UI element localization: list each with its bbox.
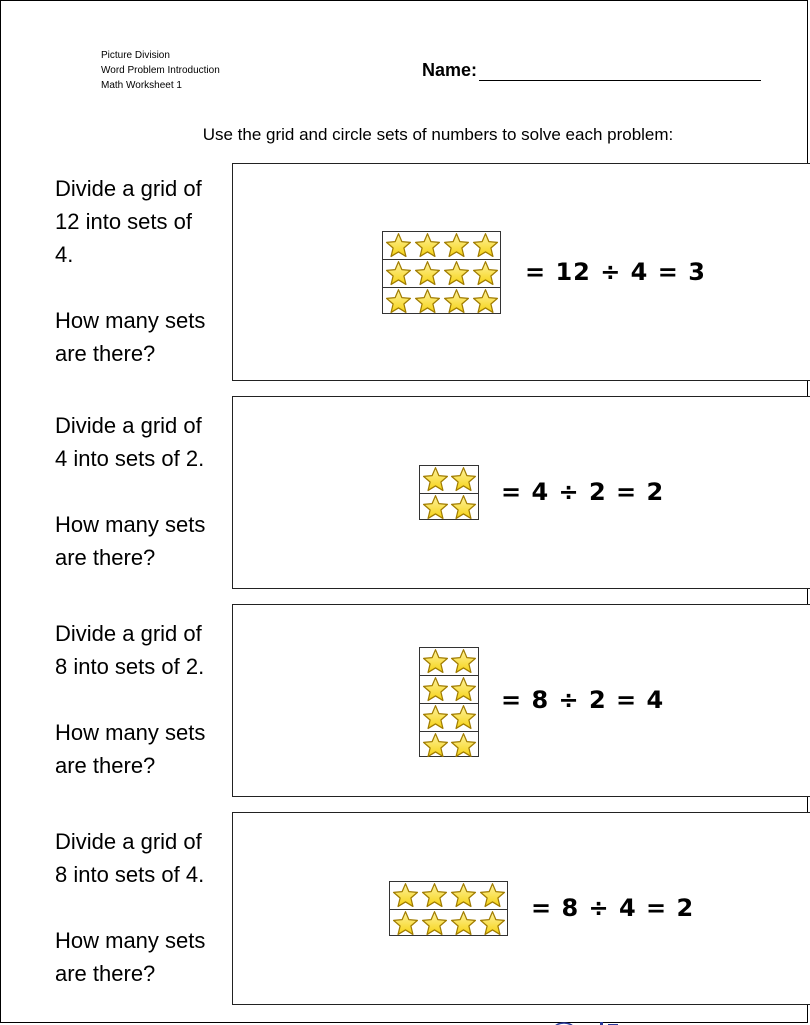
star-icon[interactable] [384,233,413,259]
star-icon[interactable] [421,495,450,521]
question-line: How many sets [55,308,206,333]
worksheet-info [101,48,220,93]
star-icon[interactable] [391,911,420,937]
grid-row[interactable] [420,648,478,676]
problem-3 [0,604,810,797]
name-blank-line[interactable] [479,60,761,81]
star-icon[interactable] [449,911,478,937]
name-field [422,60,761,81]
meta-line-2: Word Problem Introduction [101,65,220,76]
equation: = 4 ÷ 2 = 2 [501,478,665,506]
star-icon[interactable] [420,911,449,937]
star-icon[interactable] [478,911,507,937]
star-icon[interactable] [471,289,500,315]
problem-3-question [55,617,230,782]
star-icon[interactable] [384,289,413,315]
problem-1-question [55,172,230,370]
question-line: 8 into sets of 2. [55,654,205,679]
problem-2 [0,396,810,589]
star-icon[interactable] [421,467,450,493]
star-grid[interactable] [419,647,479,757]
star-icon[interactable] [450,705,479,731]
star-icon[interactable] [384,261,413,287]
question-line: 8 into sets of 4. [55,862,205,887]
problem-2-question [55,409,230,574]
meta-line-1: Picture Division [101,50,170,61]
equation: = 12 ÷ 4 = 3 [525,258,706,286]
question-line: are there? [55,545,156,570]
star-icon[interactable] [450,733,479,759]
grid-row[interactable] [383,288,500,315]
question-line: are there? [55,961,156,986]
problem-1 [0,163,810,381]
star-icon[interactable] [450,467,479,493]
star-icon[interactable] [449,883,478,909]
question-line: Divide a grid of [55,176,202,201]
star-icon[interactable] [421,733,450,759]
grid-row[interactable] [390,910,507,937]
star-icon[interactable] [421,677,450,703]
meta-line-3: Math Worksheet 1 [101,80,182,91]
question-line: How many sets [55,512,206,537]
star-icon[interactable] [478,883,507,909]
grid-row[interactable] [383,260,500,288]
star-icon[interactable] [413,289,442,315]
star-icon[interactable] [450,649,479,675]
question-line: are there? [55,341,156,366]
question-line: How many sets [55,720,206,745]
star-icon[interactable] [442,261,471,287]
grid-row[interactable] [383,232,500,260]
star-grid[interactable] [389,881,508,936]
star-icon[interactable] [391,883,420,909]
star-icon[interactable] [442,233,471,259]
grid-row[interactable] [390,882,507,910]
question-line: 4 into sets of 2. [55,446,205,471]
equation: = 8 ÷ 4 = 2 [531,894,695,922]
grid-row[interactable] [420,676,478,704]
question-line: 12 into sets of [55,209,192,234]
question-line: Divide a grid of [55,621,202,646]
publisher-logo [552,1016,622,1025]
grid-row[interactable] [420,732,478,759]
question-line: Divide a grid of [55,413,202,438]
question-line: are there? [55,753,156,778]
instructions: Use the grid and circle sets of numbers to solve each problem: [202,125,674,144]
star-icon[interactable] [420,883,449,909]
star-icon[interactable] [421,649,450,675]
problem-1-answer-box[interactable] [232,163,810,381]
star-icon[interactable] [413,261,442,287]
equation: = 8 ÷ 2 = 4 [501,686,665,714]
star-grid[interactable] [419,465,479,520]
problem-2-answer-box[interactable] [232,396,810,589]
star-icon[interactable] [450,677,479,703]
problem-3-answer-box[interactable] [232,604,810,797]
question-line: How many sets [55,928,206,953]
grid-row[interactable] [420,494,478,521]
question-line: 4. [55,242,74,267]
question-line: Divide a grid of [55,829,202,854]
problem-4 [0,812,810,1005]
problem-4-answer-box[interactable] [232,812,810,1005]
problem-4-question [55,825,230,990]
grid-row[interactable] [420,704,478,732]
star-icon[interactable] [471,233,500,259]
star-icon[interactable] [421,705,450,731]
grid-row[interactable] [420,466,478,494]
star-grid[interactable] [382,231,501,314]
star-icon[interactable] [413,233,442,259]
star-icon[interactable] [442,289,471,315]
name-label: Name: [422,60,478,80]
star-icon[interactable] [450,495,479,521]
star-icon[interactable] [471,261,500,287]
